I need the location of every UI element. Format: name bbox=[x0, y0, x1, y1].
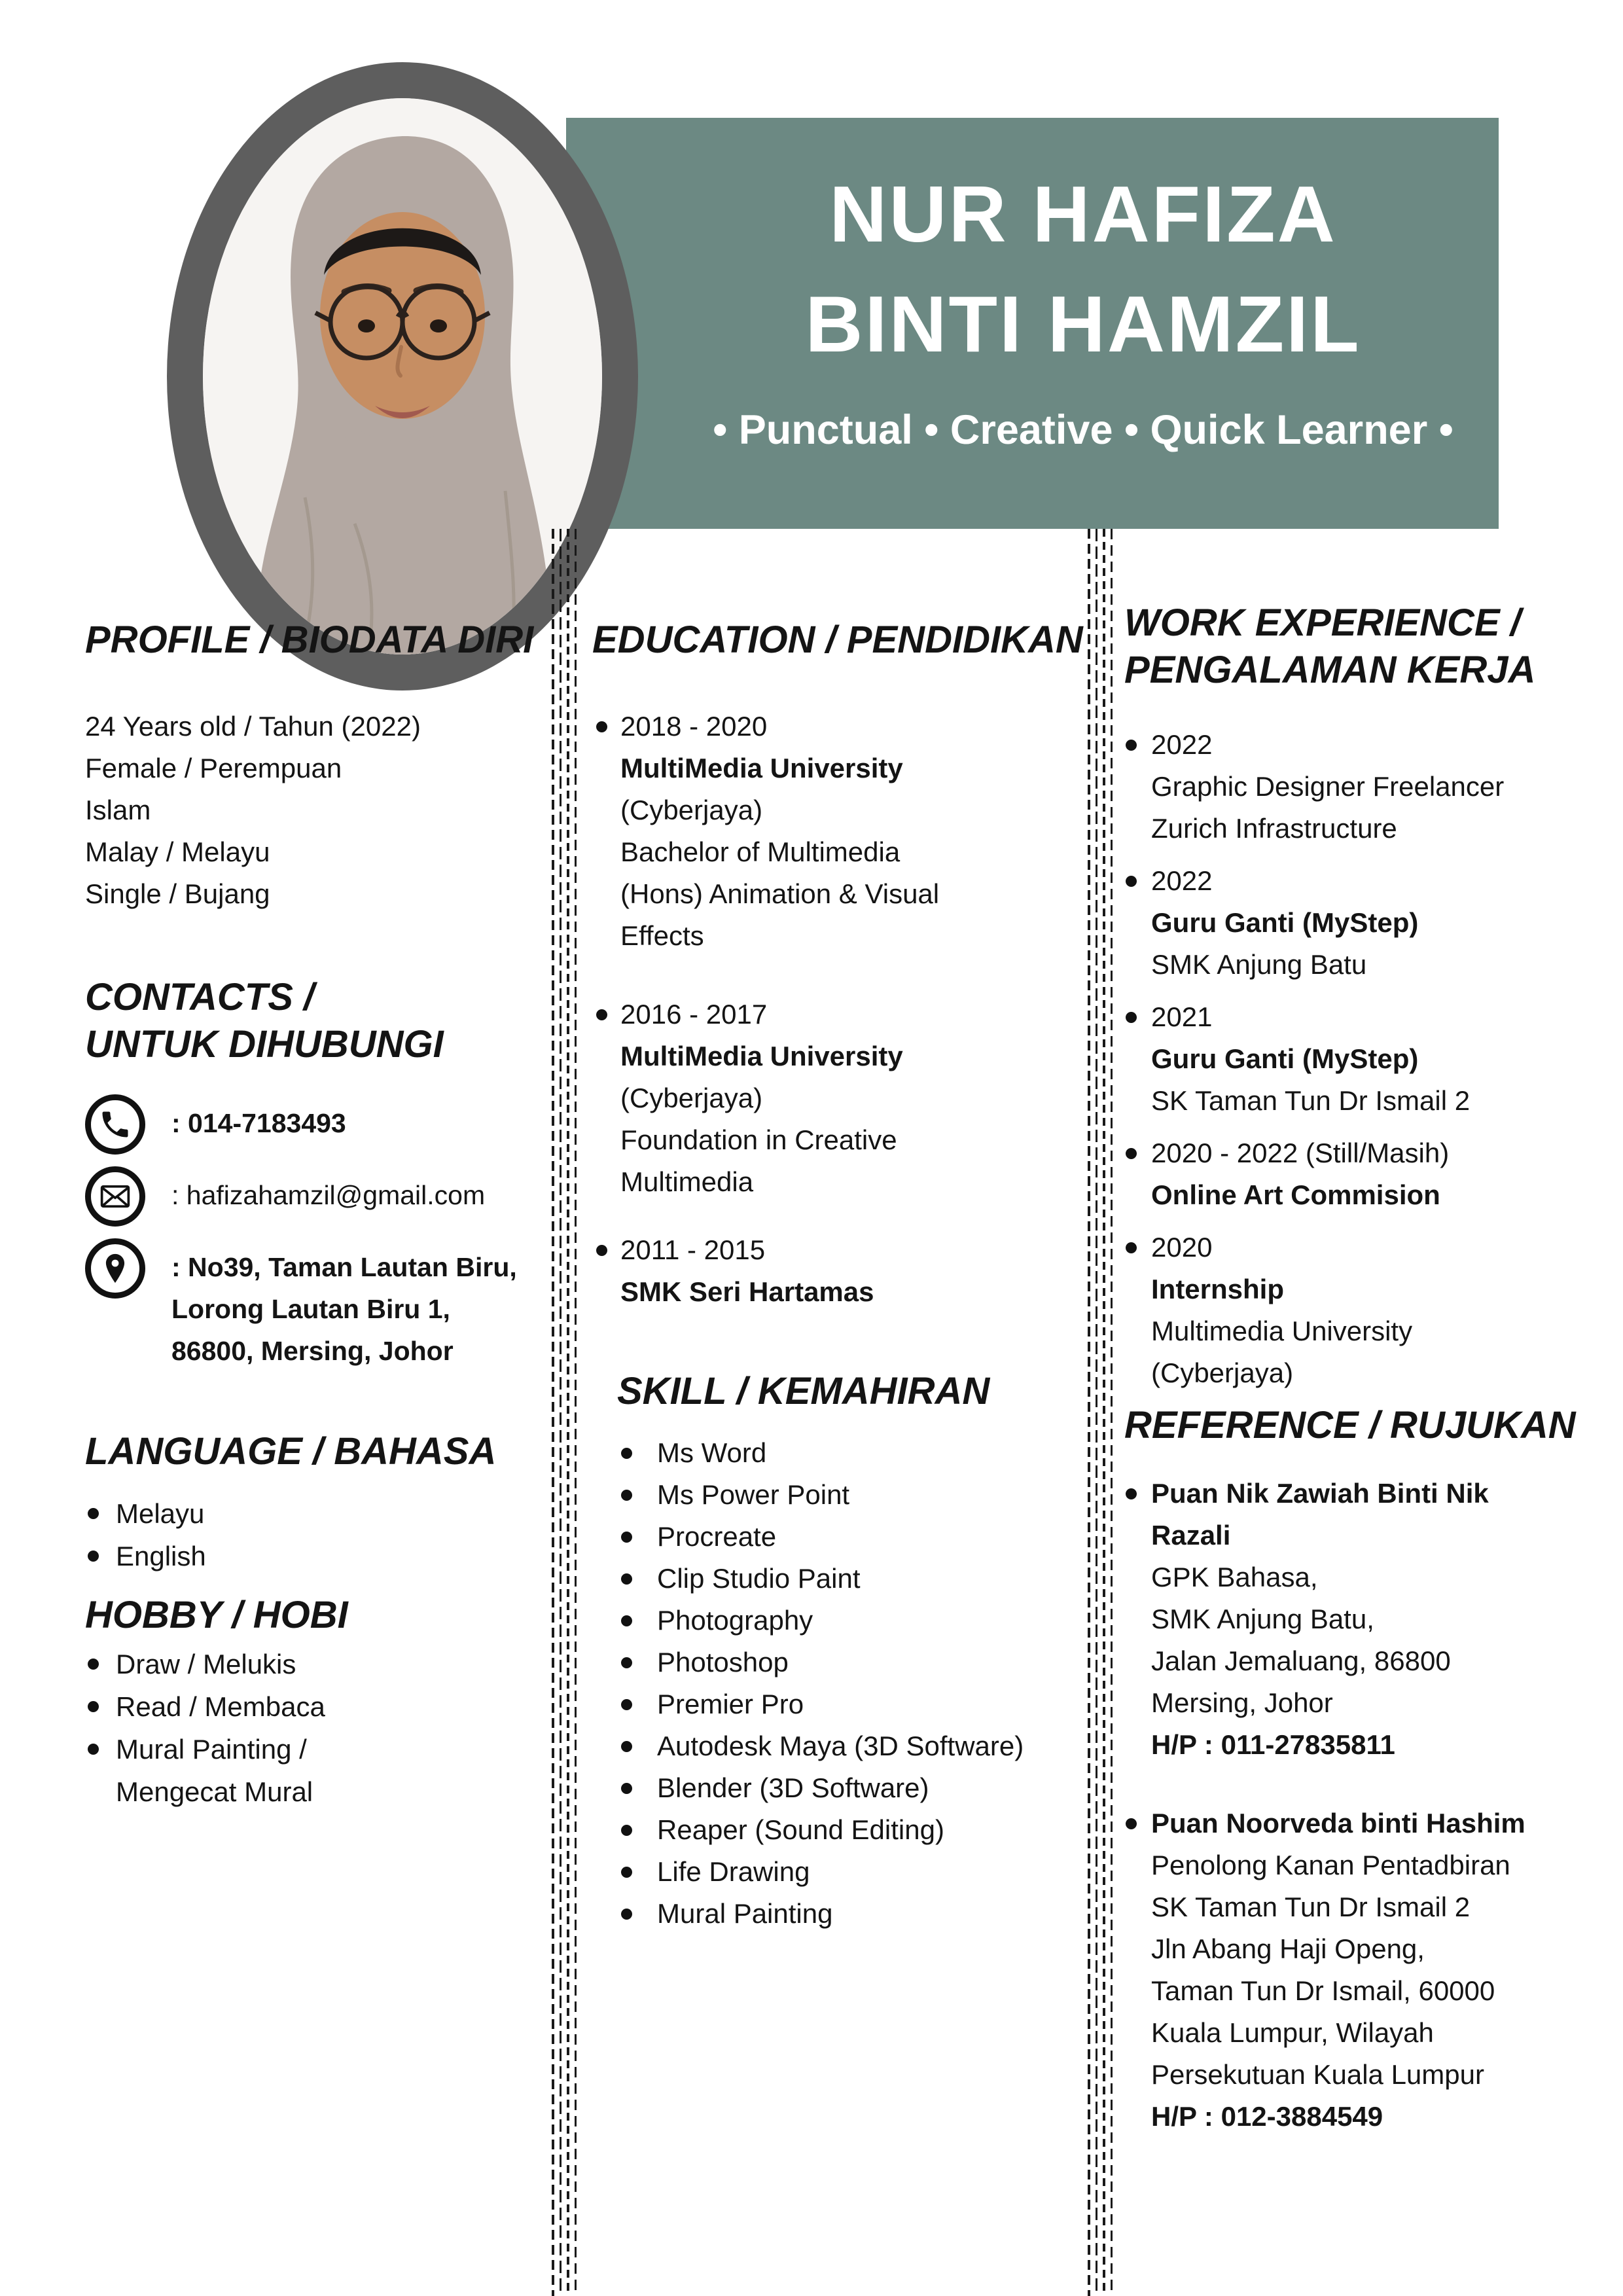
education-item-text bbox=[620, 706, 939, 957]
work-item-text bbox=[1151, 1227, 1412, 1394]
person-name bbox=[661, 159, 1505, 379]
work-period: 2020 - 2022 (Still/Masih) bbox=[1151, 1138, 1450, 1168]
hobby-title: HOBBY / HOBI bbox=[85, 1594, 348, 1636]
education-line: (Hons) Animation & Visual bbox=[620, 878, 940, 909]
contacts-title bbox=[85, 974, 551, 1068]
work-line: SMK Anjung Batu bbox=[1151, 949, 1367, 980]
skill-item: Procreate bbox=[592, 1516, 1084, 1558]
reference-line: Taman Tun Dr Ismail, 60000 bbox=[1151, 1975, 1495, 2006]
reference-line: SK Taman Tun Dr Ismail 2 bbox=[1151, 1892, 1471, 1922]
education-item bbox=[592, 1229, 1084, 1313]
work-period: 2020 bbox=[1151, 1232, 1213, 1263]
tagline: • Punctual • Creative • Quick Learner • bbox=[713, 407, 1454, 453]
person-name-line1: NUR HAFIZA bbox=[829, 170, 1337, 259]
work-line: Internship bbox=[1151, 1274, 1285, 1304]
education-line: Foundation in Creative bbox=[620, 1124, 897, 1155]
reference-name: Puan Nik Zawiah Binti Nik bbox=[1151, 1478, 1489, 1509]
work-item bbox=[1124, 1132, 1592, 1216]
skill-item: Autodesk Maya (3D Software) bbox=[592, 1725, 1084, 1767]
bullet-dot-icon bbox=[1126, 1488, 1137, 1499]
bullet-dot-icon bbox=[621, 1615, 632, 1626]
skill-item: Photoshop bbox=[592, 1641, 1084, 1683]
reference-line: Kuala Lumpur, Wilayah bbox=[1151, 2017, 1434, 2048]
work-item-text bbox=[1151, 860, 1418, 986]
work-line: SK Taman Tun Dr Ismail 2 bbox=[1151, 1085, 1471, 1116]
column-divider-left bbox=[552, 529, 577, 2296]
location-icon bbox=[85, 1238, 145, 1299]
work-line: Online Art Commision bbox=[1151, 1179, 1440, 1210]
bullet-dot-icon bbox=[596, 1009, 607, 1020]
contacts-title-line1: CONTACTS / bbox=[85, 976, 315, 1018]
language-title: LANGUAGE / BAHASA bbox=[85, 1430, 497, 1473]
person-name-line2: BINTI HAMZIL bbox=[805, 279, 1361, 368]
language-item: English bbox=[85, 1535, 551, 1577]
bullet-dot-icon bbox=[88, 1508, 99, 1519]
education-line: MultiMedia University bbox=[620, 753, 903, 783]
language-list bbox=[85, 1492, 551, 1577]
bullet-dot-icon bbox=[88, 1744, 99, 1755]
contact-email-row bbox=[85, 1166, 551, 1227]
bullet-dot-icon bbox=[621, 1490, 632, 1501]
reference-line: SMK Anjung Batu, bbox=[1151, 1604, 1374, 1634]
work-period: 2022 bbox=[1151, 729, 1213, 760]
work-period: 2021 bbox=[1151, 1001, 1213, 1032]
reference-name: Puan Noorveda binti Hashim bbox=[1151, 1808, 1525, 1839]
education-line: Bachelor of Multimedia bbox=[620, 836, 901, 867]
work-line: (Cyberjaya) bbox=[1151, 1357, 1294, 1388]
skill-item: Ms Power Point bbox=[592, 1474, 1084, 1516]
bullet-dot-icon bbox=[621, 1573, 632, 1585]
skill-item: Mural Painting bbox=[592, 1893, 1084, 1935]
reference-item bbox=[1124, 1803, 1592, 2138]
education-item bbox=[592, 994, 1084, 1203]
phone-icon bbox=[85, 1094, 145, 1155]
reference-phone: H/P : 011-27835811 bbox=[1151, 1729, 1395, 1760]
education-title: EDUCATION / PENDIDIKAN bbox=[592, 619, 1083, 661]
bullet-dot-icon bbox=[88, 1659, 99, 1670]
skill-item: Blender (3D Software) bbox=[592, 1767, 1084, 1809]
education-line: (Cyberjaya) bbox=[620, 795, 763, 825]
skill-item: Reaper (Sound Editing) bbox=[592, 1809, 1084, 1851]
email-icon bbox=[85, 1166, 145, 1227]
skills-title: SKILL / KEMAHIRAN bbox=[617, 1370, 990, 1412]
education-line: MultiMedia University bbox=[620, 1041, 903, 1071]
reference-line: Mersing, Johor bbox=[1151, 1687, 1333, 1718]
reference-item-text bbox=[1151, 1473, 1489, 1766]
phone-number: : 014-7183493 bbox=[171, 1108, 346, 1138]
bullet-dot-icon bbox=[621, 1699, 632, 1710]
profile-line: 24 Years old / Tahun (2022) bbox=[85, 711, 421, 742]
column-divider-right bbox=[1088, 529, 1113, 2296]
bullet-dot-icon bbox=[621, 1657, 632, 1668]
education-item-text bbox=[620, 994, 903, 1203]
reference-line: Persekutuan Kuala Lumpur bbox=[1151, 2059, 1484, 2090]
middle-column bbox=[592, 617, 1084, 1935]
work-line: Guru Ganti (MyStep) bbox=[1151, 907, 1419, 938]
right-column bbox=[1124, 600, 1592, 2138]
bullet-dot-icon bbox=[1126, 1012, 1137, 1023]
left-column bbox=[85, 617, 551, 1813]
bullet-dot-icon bbox=[621, 1867, 632, 1878]
bullet-dot-icon bbox=[621, 1448, 632, 1459]
education-period: 2011 - 2015 bbox=[620, 1234, 766, 1265]
work-item bbox=[1124, 860, 1592, 986]
education-period: 2018 - 2020 bbox=[620, 711, 768, 742]
bullet-dot-icon bbox=[1126, 740, 1137, 751]
reference-item-text bbox=[1151, 1803, 1525, 2138]
address-line: : No39, Taman Lautan Biru, bbox=[171, 1252, 517, 1282]
contact-address-row bbox=[85, 1238, 551, 1372]
reference-line: Jln Abang Haji Openg, bbox=[1151, 1933, 1425, 1964]
profile-line: Malay / Melayu bbox=[85, 836, 270, 867]
work-line: Graphic Designer Freelancer bbox=[1151, 771, 1505, 802]
reference-line: Penolong Kanan Pentadbiran bbox=[1151, 1850, 1510, 1880]
postal-address bbox=[171, 1246, 517, 1372]
reference-phone: H/P : 012-3884549 bbox=[1151, 2101, 1383, 2132]
work-title bbox=[1124, 600, 1592, 694]
reference-item bbox=[1124, 1473, 1592, 1766]
work-item bbox=[1124, 1227, 1592, 1394]
profile-line: Female / Perempuan bbox=[85, 753, 342, 783]
skill-item: Life Drawing bbox=[592, 1851, 1084, 1893]
profile-list bbox=[85, 706, 551, 915]
bullet-dot-icon bbox=[1126, 1148, 1137, 1159]
education-item bbox=[592, 706, 1084, 957]
bullet-dot-icon bbox=[596, 1245, 607, 1256]
skills-list bbox=[592, 1432, 1084, 1935]
work-title-line2: PENGALAMAN KERJA bbox=[1124, 649, 1536, 691]
skill-item: Clip Studio Paint bbox=[592, 1558, 1084, 1600]
education-line: SMK Seri Hartamas bbox=[620, 1276, 874, 1307]
bullet-dot-icon bbox=[1126, 1242, 1137, 1253]
work-item-text bbox=[1151, 996, 1470, 1122]
work-line: Zurich Infrastructure bbox=[1151, 813, 1397, 844]
bullet-dot-icon bbox=[88, 1551, 99, 1562]
bullet-dot-icon bbox=[88, 1701, 99, 1712]
hobby-item: Draw / Melukis bbox=[85, 1643, 551, 1685]
work-title-line1: WORK EXPERIENCE / bbox=[1124, 601, 1521, 644]
work-item bbox=[1124, 996, 1592, 1122]
bullet-dot-icon bbox=[1126, 876, 1137, 887]
contact-phone-row bbox=[85, 1094, 551, 1155]
work-item-text bbox=[1151, 1132, 1449, 1216]
education-period: 2016 - 2017 bbox=[620, 999, 768, 1030]
work-line: Guru Ganti (MyStep) bbox=[1151, 1043, 1419, 1074]
contacts-title-line2: UNTUK DIHUBUNGI bbox=[85, 1023, 444, 1066]
bullet-dot-icon bbox=[1126, 1818, 1137, 1829]
education-line: Multimedia bbox=[620, 1166, 754, 1197]
bullet-dot-icon bbox=[621, 1741, 632, 1752]
education-item-text bbox=[620, 1229, 874, 1313]
work-item-text bbox=[1151, 724, 1504, 850]
reference-name: Razali bbox=[1151, 1520, 1231, 1551]
bullet-dot-icon bbox=[621, 1909, 632, 1920]
skill-item: Premier Pro bbox=[592, 1683, 1084, 1725]
profile-title: PROFILE / BIODATA DIRI bbox=[85, 619, 534, 661]
language-item: Melayu bbox=[85, 1492, 551, 1535]
skill-item: Photography bbox=[592, 1600, 1084, 1641]
education-line: (Cyberjaya) bbox=[620, 1083, 763, 1113]
hobby-list bbox=[85, 1643, 551, 1813]
reference-line: Jalan Jemaluang, 86800 bbox=[1151, 1645, 1451, 1676]
reference-line: GPK Bahasa, bbox=[1151, 1562, 1318, 1592]
skill-item: Ms Word bbox=[592, 1432, 1084, 1474]
address-line: Lorong Lautan Biru 1, bbox=[171, 1294, 450, 1324]
email-address: : hafizahamzil@gmail.com bbox=[171, 1180, 486, 1210]
portrait-illustration bbox=[203, 98, 602, 655]
address-line: 86800, Mersing, Johor bbox=[171, 1336, 454, 1366]
hobby-item bbox=[85, 1728, 551, 1813]
bullet-dot-icon bbox=[621, 1532, 632, 1543]
profile-line: Single / Bujang bbox=[85, 878, 270, 909]
education-line: Effects bbox=[620, 920, 704, 951]
work-line: Multimedia University bbox=[1151, 1316, 1413, 1346]
work-period: 2022 bbox=[1151, 865, 1213, 896]
work-item bbox=[1124, 724, 1592, 850]
bullet-dot-icon bbox=[621, 1825, 632, 1836]
reference-title: REFERENCE / RUJUKAN bbox=[1124, 1404, 1576, 1446]
hobby-item-text: Mural Painting / Mengecat Mural bbox=[116, 1734, 313, 1807]
bullet-dot-icon bbox=[621, 1783, 632, 1794]
bullet-dot-icon bbox=[596, 721, 607, 732]
profile-line: Islam bbox=[85, 795, 151, 825]
hobby-item: Read / Membaca bbox=[85, 1685, 551, 1728]
